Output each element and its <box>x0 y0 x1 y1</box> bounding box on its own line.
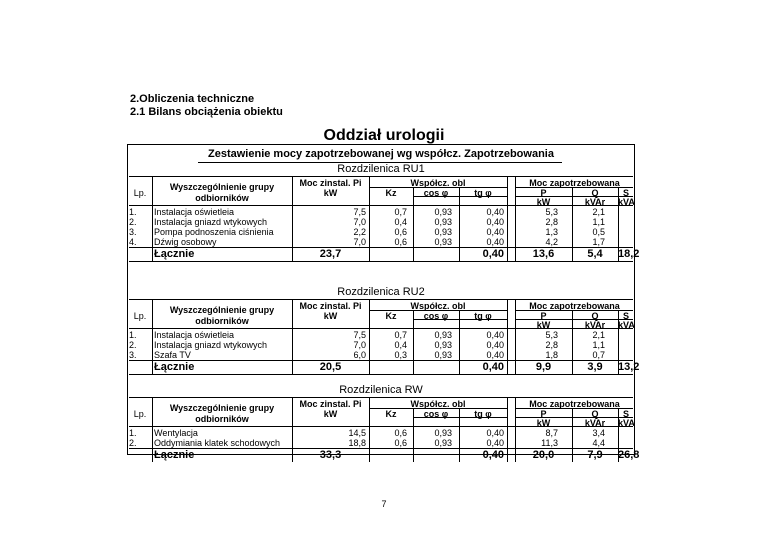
row-q: 2,1 <box>592 330 605 340</box>
installed-power-header: Moc zinstal. Pi <box>299 178 362 188</box>
s-unit: kVA <box>618 320 635 330</box>
installed-power-unit: kW <box>323 188 338 198</box>
total-tg: 0,40 <box>482 248 504 260</box>
subsection-heading: 2.1 Bilans obciążenia obiektu <box>130 106 283 118</box>
row-p: 5,3 <box>545 207 558 217</box>
section-rule <box>129 397 633 398</box>
group-header: Wyszczególnienie grupy <box>169 403 275 413</box>
row-tg: 0,40 <box>486 227 504 237</box>
demand-power-header: Moc zapotrzebowana <box>529 399 620 409</box>
row-cos: 0,93 <box>434 340 452 350</box>
total-p: 20,0 <box>532 449 555 461</box>
cos-header: cos φ <box>423 188 449 198</box>
row-name: Instalacja oświetleia <box>154 330 235 340</box>
total-installed-power: 20,5 <box>319 361 342 373</box>
row-cos: 0,93 <box>434 330 452 340</box>
coefficients-header: Współcz. obl <box>410 301 466 311</box>
row-name: Instalacja gniazd wtykowych <box>154 340 268 350</box>
s-header: S <box>622 409 629 419</box>
row-installed-power: 7,0 <box>353 237 366 247</box>
section-rule <box>129 299 633 300</box>
row-p: 11,3 <box>541 438 558 448</box>
q-unit: kVAr <box>584 418 606 428</box>
total-p: 13,6 <box>532 248 555 260</box>
row-installed-power: 2,2 <box>353 227 366 237</box>
total-label: Łącznie <box>154 449 195 461</box>
row-tg: 0,40 <box>486 438 504 448</box>
group-header: odbiorników <box>195 414 249 424</box>
page-number: 7 <box>381 499 387 509</box>
column-rule <box>507 398 508 462</box>
section-rule <box>129 176 633 177</box>
page-title: Oddział urologii <box>323 127 445 144</box>
row-p: 2,8 <box>545 217 558 227</box>
q-header: Q <box>591 311 599 321</box>
row-kz: 0,6 <box>394 237 407 247</box>
row-number: 1. <box>129 330 137 340</box>
row-q: 1,1 <box>592 217 605 227</box>
row-kz: 0,6 <box>394 438 407 448</box>
row-kz: 0,3 <box>394 350 407 360</box>
row-kz: 0,6 <box>394 227 407 237</box>
row-installed-power: 18,8 <box>348 438 366 448</box>
row-q: 0,5 <box>592 227 605 237</box>
total-label: Łącznie <box>154 361 195 373</box>
installed-power-header: Moc zinstal. Pi <box>299 399 362 409</box>
row-q: 3,4 <box>592 428 605 438</box>
total-s: 13,2 <box>618 361 640 373</box>
p-unit: kW <box>536 418 551 428</box>
total-p: 9,9 <box>535 361 552 373</box>
row-tg: 0,40 <box>486 428 504 438</box>
row-kz: 0,6 <box>394 428 407 438</box>
row-cos: 0,93 <box>434 227 452 237</box>
row-number: 3. <box>129 227 137 237</box>
row-q: 2,1 <box>592 207 605 217</box>
demand-power-header: Moc zapotrzebowana <box>529 301 620 311</box>
row-cos: 0,93 <box>434 438 452 448</box>
row-tg: 0,40 <box>486 340 504 350</box>
q-header: Q <box>591 409 599 419</box>
kz-header: Kz <box>385 311 397 321</box>
row-number: 4. <box>129 237 137 247</box>
q-unit: kVAr <box>584 197 606 207</box>
kz-header: Kz <box>385 409 397 419</box>
demand-power-header: Moc zapotrzebowana <box>529 178 620 188</box>
section-heading: 2.Obliczenia techniczne <box>130 93 255 105</box>
column-rule <box>507 300 508 374</box>
row-name: Instalacja oświetleia <box>154 207 235 217</box>
coefficients-header: Współcz. obl <box>410 399 466 409</box>
row-number: 2. <box>129 438 137 448</box>
row-q: 0,7 <box>592 350 605 360</box>
row-p: 5,3 <box>545 330 558 340</box>
tg-header: tg φ <box>474 311 492 321</box>
total-s: 26,8 <box>618 449 640 461</box>
section-name: Rozdzilenica RU1 <box>337 163 425 175</box>
section-bottom-rule <box>129 261 633 262</box>
row-p: 8,7 <box>545 428 558 438</box>
row-number: 2. <box>129 340 137 350</box>
row-number: 1. <box>129 428 137 438</box>
row-p: 1,8 <box>545 350 558 360</box>
total-q: 3,9 <box>587 361 603 373</box>
row-tg: 0,40 <box>486 217 504 227</box>
row-kz: 0,4 <box>394 340 407 350</box>
row-installed-power: 6,0 <box>353 350 366 360</box>
total-tg: 0,40 <box>482 449 504 461</box>
load-balance-table <box>127 144 640 461</box>
row-installed-power: 14,5 <box>348 428 366 438</box>
row-name: Szafa TV <box>154 350 191 360</box>
row-number: 3. <box>129 350 137 360</box>
kz-header: Kz <box>385 188 397 198</box>
row-kz: 0,7 <box>394 330 407 340</box>
row-tg: 0,40 <box>486 350 504 360</box>
lp-header: Lp. <box>133 188 147 198</box>
row-number: 2. <box>129 217 137 227</box>
row-cos: 0,93 <box>434 217 452 227</box>
installed-power-header: Moc zinstal. Pi <box>299 301 362 311</box>
lp-header: Lp. <box>133 409 147 419</box>
s-unit: kVA <box>618 418 635 428</box>
section-name: Rozdzilenica RU2 <box>337 286 425 298</box>
tg-header: tg φ <box>474 188 492 198</box>
row-p: 4,2 <box>545 237 558 247</box>
total-q: 7,9 <box>587 449 603 461</box>
row-name: Dźwig osobowy <box>154 237 217 247</box>
s-unit: kVA <box>618 197 635 207</box>
p-header: P <box>540 188 547 198</box>
row-kz: 0,7 <box>394 207 407 217</box>
row-p: 1,3 <box>545 227 558 237</box>
row-q: 1,1 <box>592 340 605 350</box>
p-header: P <box>540 311 547 321</box>
s-header: S <box>622 188 629 198</box>
p-header: P <box>540 409 547 419</box>
row-cos: 0,93 <box>434 428 452 438</box>
cos-header: cos φ <box>423 311 449 321</box>
row-name: Pompa podnoszenia ciśnienia <box>154 227 274 237</box>
row-installed-power: 7,0 <box>353 217 366 227</box>
row-kz: 0,4 <box>394 217 407 227</box>
row-p: 2,8 <box>545 340 558 350</box>
row-q: 1,7 <box>592 237 605 247</box>
group-header: Wyszczególnienie grupy <box>169 305 275 315</box>
row-cos: 0,93 <box>434 207 452 217</box>
total-tg: 0,40 <box>482 361 504 373</box>
row-cos: 0,93 <box>434 237 452 247</box>
section-name: Rozdzilenica RW <box>339 384 423 396</box>
row-tg: 0,40 <box>486 207 504 217</box>
lp-header: Lp. <box>133 311 147 321</box>
row-name: Oddymiania klatek schodowych <box>154 438 281 448</box>
total-installed-power: 23,7 <box>319 248 342 260</box>
cos-header: cos φ <box>423 409 449 419</box>
installed-power-unit: kW <box>323 311 338 321</box>
tg-header: tg φ <box>474 409 492 419</box>
q-unit: kVAr <box>584 320 606 330</box>
installed-power-unit: kW <box>323 409 338 419</box>
s-header: S <box>622 311 629 321</box>
group-header: odbiorników <box>195 193 249 203</box>
row-tg: 0,40 <box>486 237 504 247</box>
total-installed-power: 33,3 <box>319 449 342 461</box>
row-installed-power: 7,5 <box>353 207 366 217</box>
p-unit: kW <box>536 197 551 207</box>
total-s: 18,2 <box>618 248 640 260</box>
row-number: 1. <box>129 207 137 217</box>
section-bottom-rule <box>129 374 633 375</box>
table-title: Zestawienie mocy zapotrzebowanej wg współcz. Zapotrzebowania <box>208 148 554 160</box>
coefficients-header: Współcz. obl <box>410 178 466 188</box>
row-cos: 0,93 <box>434 350 452 360</box>
total-label: Łącznie <box>154 248 195 260</box>
row-name: Wentylacja <box>154 428 198 438</box>
row-name: Instalacja gniazd wtykowych <box>154 217 268 227</box>
group-header: odbiorników <box>195 316 249 326</box>
row-installed-power: 7,5 <box>353 330 366 340</box>
p-unit: kW <box>536 320 551 330</box>
row-tg: 0,40 <box>486 330 504 340</box>
q-header: Q <box>591 188 599 198</box>
row-q: 4,4 <box>592 438 605 448</box>
group-header: Wyszczególnienie grupy <box>169 182 275 192</box>
row-installed-power: 7,0 <box>353 340 366 350</box>
total-q: 5,4 <box>587 248 603 260</box>
column-rule <box>507 177 508 261</box>
